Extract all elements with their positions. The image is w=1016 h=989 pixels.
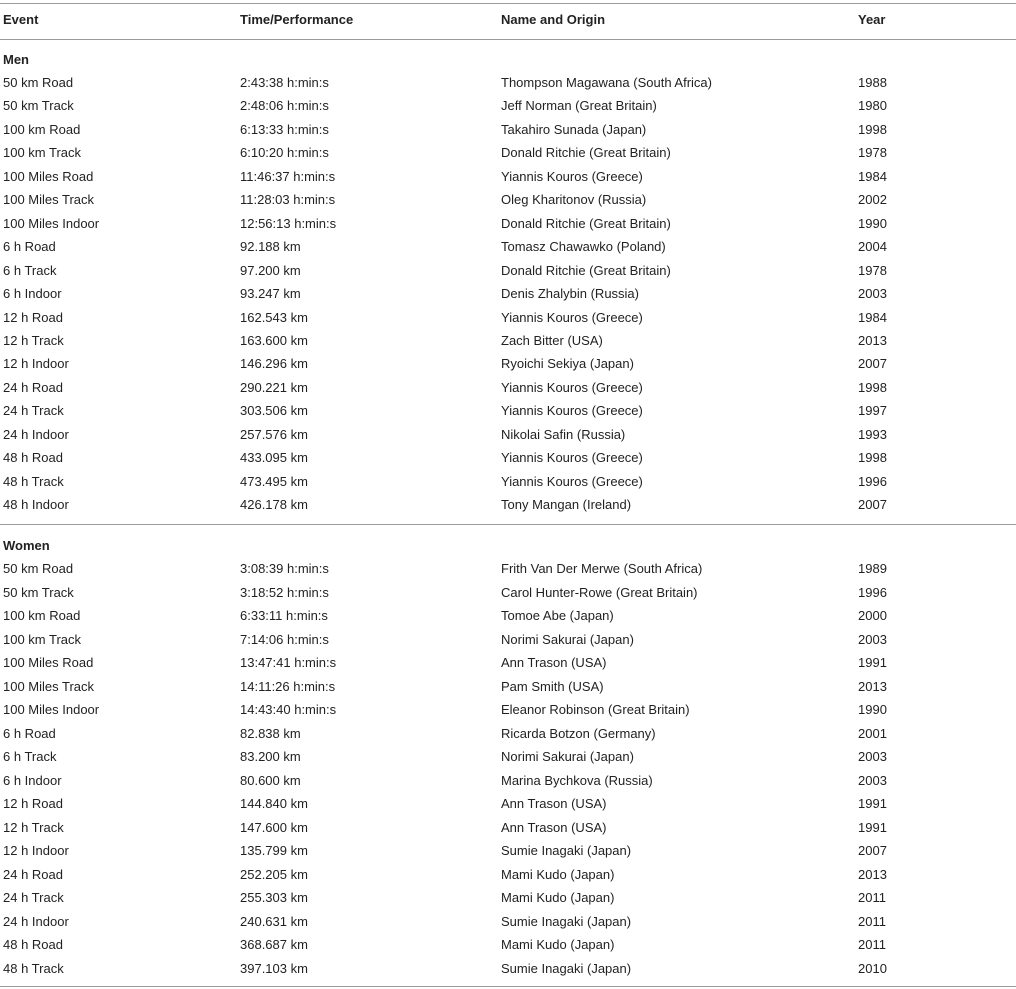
- table-row: [0, 604, 1016, 627]
- table-row: [0, 493, 1016, 516]
- cell-event: 100 Miles Indoor: [3, 215, 100, 231]
- cell-name-origin: Mami Kudo (Japan): [501, 890, 615, 905]
- cell-performance: 252.205 km: [240, 866, 308, 882]
- cell-name-origin: Norimi Sakurai (Japan): [501, 749, 634, 764]
- cell-year: 2007: [858, 843, 887, 858]
- cell-event: 12 h Track: [3, 332, 64, 348]
- table-row: [0, 745, 1016, 768]
- cell-year: 1989: [858, 561, 887, 576]
- cell-performance: 290.221 km: [240, 379, 308, 395]
- cell-event: 100 Miles Road: [3, 168, 94, 184]
- cell-year: 2013: [858, 332, 887, 348]
- cell-name-origin: Marina Bychkova (Russia): [501, 772, 653, 788]
- cell-performance: 426.178 km: [240, 497, 308, 513]
- table-row: [0, 376, 1016, 399]
- cell-year: 1990: [858, 702, 887, 717]
- cell-year: 2013: [858, 866, 887, 882]
- table-row: [0, 839, 1016, 862]
- cell-year: 2004: [858, 239, 887, 255]
- cell-performance: 13:47:41 h:min:s: [240, 655, 337, 670]
- cell-year: 1998: [858, 379, 887, 395]
- cell-performance: 240.631 km: [240, 913, 308, 929]
- cell-performance: 6:33:11 h:min:s: [240, 608, 328, 623]
- cell-name-origin: Donald Ritchie (Great Britain): [501, 262, 671, 278]
- column-header-performance: Time/Performance: [240, 12, 354, 27]
- cell-performance: 368.687 km: [240, 937, 308, 952]
- cell-year: 1990: [858, 215, 887, 231]
- table-row: [0, 446, 1016, 469]
- table-row: [0, 651, 1016, 674]
- cell-performance: 2:48:06 h:min:s: [240, 98, 329, 114]
- table-row: [0, 329, 1016, 352]
- cell-year: 2003: [858, 772, 887, 788]
- cell-name-origin: Takahiro Sunada (Japan): [501, 121, 647, 137]
- cell-year: 2007: [858, 356, 887, 372]
- cell-year: 2011: [858, 913, 886, 929]
- cell-event: 100 Miles Track: [3, 678, 95, 694]
- table-row: [0, 675, 1016, 698]
- cell-year: 1980: [858, 98, 887, 114]
- cell-event: 50 km Road: [3, 75, 74, 90]
- cell-performance: 162.543 km: [240, 309, 308, 325]
- cell-performance: 14:11:26 h:min:s: [240, 678, 336, 694]
- table-row: [0, 957, 1016, 980]
- cell-performance: 11:46:37 h:min:s: [240, 168, 336, 184]
- cell-performance: 473.495 km: [240, 473, 308, 489]
- cell-event: 50 km Road: [3, 561, 74, 576]
- cell-name-origin: Sumie Inagaki (Japan): [501, 843, 632, 858]
- cell-event: 100 km Road: [3, 608, 81, 623]
- cell-name-origin: Eleanor Robinson (Great Britain): [501, 702, 690, 717]
- cell-performance: 7:14:06 h:min:s: [240, 631, 329, 647]
- table-row: [0, 71, 1016, 94]
- cell-event: 24 h Road: [3, 866, 63, 882]
- cell-name-origin: Ann Trason (USA): [501, 796, 607, 811]
- cell-performance: 93.247 km: [240, 286, 301, 302]
- cell-year: 1988: [858, 75, 887, 90]
- table-row: [0, 863, 1016, 886]
- cell-year: 1996: [858, 584, 887, 600]
- cell-name-origin: Tomoe Abe (Japan): [501, 608, 614, 623]
- cell-event: 12 h Road: [3, 309, 63, 325]
- table-row: [0, 423, 1016, 446]
- cell-name-origin: Mami Kudo (Japan): [501, 937, 615, 952]
- table-row: [0, 581, 1016, 604]
- table-row: [0, 235, 1016, 258]
- cell-year: 1998: [858, 450, 887, 466]
- cell-event: 12 h Indoor: [3, 356, 69, 372]
- cell-year: 1998: [858, 121, 887, 137]
- cell-performance: 433.095 km: [240, 450, 308, 466]
- cell-year: 1984: [858, 309, 887, 325]
- cell-year: 2007: [858, 497, 887, 513]
- section-title: Men: [3, 52, 29, 67]
- cell-performance: 6:13:33 h:min:s: [240, 121, 329, 137]
- table-row: [0, 816, 1016, 839]
- table-row: [0, 722, 1016, 745]
- cell-event: 24 h Indoor: [3, 426, 69, 442]
- cell-event: 48 h Track: [3, 960, 64, 976]
- bottom-rule: [0, 986, 1016, 987]
- cell-event: 12 h Road: [3, 796, 63, 811]
- cell-name-origin: Donald Ritchie (Great Britain): [501, 145, 671, 161]
- cell-performance: 80.600 km: [240, 772, 301, 788]
- cell-name-origin: Sumie Inagaki (Japan): [501, 960, 632, 976]
- cell-name-origin: Ann Trason (USA): [501, 819, 607, 835]
- cell-year: 2011: [858, 890, 886, 905]
- cell-event: 6 h Track: [3, 262, 57, 278]
- cell-name-origin: Tomasz Chawawko (Poland): [501, 239, 666, 255]
- cell-year: 2001: [858, 725, 887, 741]
- cell-year: 1996: [858, 473, 887, 489]
- cell-year: 2002: [858, 192, 887, 208]
- cell-name-origin: Nikolai Safin (Russia): [501, 426, 626, 442]
- cell-year: 1991: [858, 655, 887, 670]
- cell-name-origin: Sumie Inagaki (Japan): [501, 913, 632, 929]
- cell-event: 100 Miles Track: [3, 192, 95, 208]
- cell-event: 6 h Road: [3, 239, 56, 255]
- cell-performance: 97.200 km: [240, 262, 301, 278]
- cell-event: 48 h Track: [3, 473, 64, 489]
- cell-name-origin: Carol Hunter-Rowe (Great Britain): [501, 584, 698, 600]
- cell-name-origin: Jeff Norman (Great Britain): [501, 98, 657, 114]
- cell-performance: 144.840 km: [240, 796, 308, 811]
- cell-event: 6 h Track: [3, 749, 57, 764]
- table-row: [0, 94, 1016, 117]
- cell-year: 1978: [858, 145, 887, 161]
- cell-event: 24 h Road: [3, 379, 63, 395]
- cell-performance: 6:10:20 h:min:s: [240, 145, 329, 161]
- cell-event: 48 h Road: [3, 450, 63, 466]
- cell-event: 24 h Track: [3, 403, 64, 419]
- cell-performance: 83.200 km: [240, 749, 301, 764]
- cell-year: 1991: [858, 819, 887, 835]
- table-row: [0, 188, 1016, 211]
- cell-name-origin: Yiannis Kouros (Greece): [501, 450, 643, 466]
- table-row: [0, 282, 1016, 305]
- column-header-year: Year: [858, 12, 886, 27]
- cell-event: 100 Miles Road: [3, 655, 94, 670]
- cell-name-origin: Oleg Kharitonov (Russia): [501, 192, 647, 208]
- cell-name-origin: Ann Trason (USA): [501, 655, 607, 670]
- cell-name-origin: Ryoichi Sekiya (Japan): [501, 356, 634, 372]
- table-row: [0, 141, 1016, 164]
- cell-event: 100 Miles Indoor: [3, 702, 100, 717]
- table-row: [0, 399, 1016, 422]
- cell-year: 1993: [858, 426, 887, 442]
- cell-performance: 2:43:38 h:min:s: [240, 75, 329, 90]
- cell-name-origin: Yiannis Kouros (Greece): [501, 309, 643, 325]
- cell-performance: 14:43:40 h:min:s: [240, 702, 337, 717]
- cell-event: 50 km Track: [3, 584, 74, 600]
- table-row: [0, 933, 1016, 956]
- column-header-event: Event: [3, 12, 39, 27]
- cell-performance: 82.838 km: [240, 725, 301, 741]
- cell-name-origin: Mami Kudo (Japan): [501, 866, 615, 882]
- section-heading-women: [0, 534, 1016, 557]
- cell-name-origin: Thompson Magawana (South Africa): [501, 75, 712, 90]
- cell-performance: 135.799 km: [240, 843, 308, 858]
- section-heading-men: [0, 48, 1016, 71]
- table-row: [0, 470, 1016, 493]
- table-row: [0, 886, 1016, 909]
- table-row: [0, 118, 1016, 141]
- table-row: [0, 259, 1016, 282]
- cell-performance: 303.506 km: [240, 403, 308, 419]
- cell-name-origin: Yiannis Kouros (Greece): [501, 379, 643, 395]
- cell-event: 100 km Track: [3, 631, 82, 647]
- cell-performance: 3:18:52 h:min:s: [240, 584, 329, 600]
- cell-event: 24 h Indoor: [3, 913, 69, 929]
- cell-year: 2003: [858, 749, 887, 764]
- cell-performance: 12:56:13 h:min:s: [240, 215, 337, 231]
- cell-year: 2003: [858, 631, 887, 647]
- table-row: [0, 628, 1016, 651]
- section-title: Women: [3, 538, 50, 553]
- cell-name-origin: Donald Ritchie (Great Britain): [501, 215, 671, 231]
- cell-event: 6 h Indoor: [3, 286, 62, 302]
- cell-event: 48 h Indoor: [3, 497, 69, 513]
- table-row: [0, 165, 1016, 188]
- cell-year: 2013: [858, 678, 887, 694]
- table-row: [0, 792, 1016, 815]
- cell-performance: 92.188 km: [240, 239, 301, 255]
- cell-event: 50 km Track: [3, 98, 74, 114]
- cell-event: 100 km Road: [3, 121, 81, 137]
- cell-event: 48 h Road: [3, 937, 63, 952]
- cell-event: 6 h Road: [3, 725, 56, 741]
- cell-name-origin: Yiannis Kouros (Greece): [501, 403, 643, 419]
- cell-performance: 11:28:03 h:min:s: [240, 192, 336, 208]
- cell-year: 1991: [858, 796, 887, 811]
- cell-performance: 397.103 km: [240, 960, 308, 976]
- cell-performance: 163.600 km: [240, 332, 308, 348]
- table-row: [0, 557, 1016, 580]
- cell-event: 12 h Indoor: [3, 843, 69, 858]
- cell-name-origin: Yiannis Kouros (Greece): [501, 168, 643, 184]
- cell-year: 2000: [858, 608, 887, 623]
- table-row: [0, 212, 1016, 235]
- section-rule: [0, 524, 1016, 525]
- header-rule: [0, 39, 1016, 40]
- cell-name-origin: Tony Mangan (Ireland): [501, 497, 632, 513]
- cell-name-origin: Ricarda Botzon (Germany): [501, 725, 656, 741]
- table-row: [0, 769, 1016, 792]
- cell-name-origin: Frith Van Der Merwe (South Africa): [501, 561, 703, 576]
- table-row: [0, 306, 1016, 329]
- cell-year: 1997: [858, 403, 887, 419]
- cell-event: 6 h Indoor: [3, 772, 62, 788]
- cell-year: 1984: [858, 168, 887, 184]
- cell-event: 100 km Track: [3, 145, 82, 161]
- cell-performance: 255.303 km: [240, 890, 308, 905]
- cell-performance: 257.576 km: [240, 426, 308, 442]
- top-rule: [0, 3, 1016, 4]
- cell-performance: 146.296 km: [240, 356, 308, 372]
- cell-name-origin: Yiannis Kouros (Greece): [501, 473, 643, 489]
- table-header: [0, 8, 1016, 31]
- cell-year: 2011: [858, 937, 886, 952]
- cell-name-origin: Zach Bitter (USA): [501, 332, 603, 348]
- cell-performance: 3:08:39 h:min:s: [240, 561, 329, 576]
- table-row: [0, 910, 1016, 933]
- cell-event: 24 h Track: [3, 890, 64, 905]
- table-row: [0, 352, 1016, 375]
- cell-year: 2010: [858, 960, 887, 976]
- column-header-name-origin: Name and Origin: [501, 12, 606, 27]
- cell-name-origin: Pam Smith (USA): [501, 678, 604, 694]
- cell-year: 2003: [858, 286, 887, 302]
- cell-performance: 147.600 km: [240, 819, 308, 835]
- cell-year: 1978: [858, 262, 887, 278]
- cell-name-origin: Denis Zhalybin (Russia): [501, 286, 639, 302]
- cell-event: 12 h Track: [3, 819, 64, 835]
- table-row: [0, 698, 1016, 721]
- cell-name-origin: Norimi Sakurai (Japan): [501, 631, 634, 647]
